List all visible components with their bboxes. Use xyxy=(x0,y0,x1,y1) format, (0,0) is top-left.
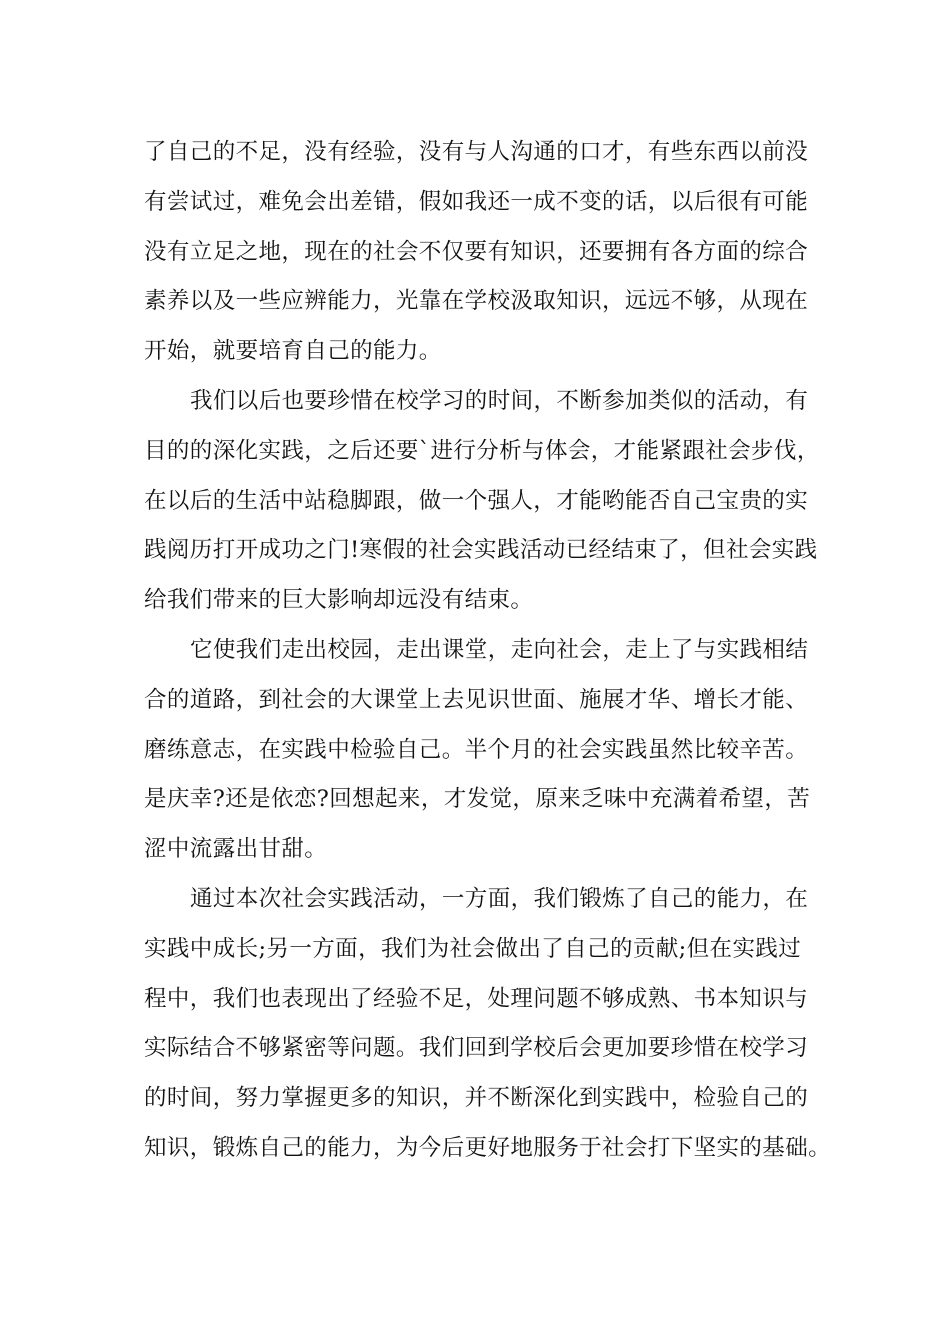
paragraph-line: 了自己的不足，没有经验，没有与人沟通的口才，有些东西以前没 xyxy=(144,139,809,165)
paragraph-line: 没有立足之地，现在的社会不仅要有知识，还要拥有各方面的综合 xyxy=(144,238,809,265)
paragraph-line: 目的的深化实践，之后还要`进行分析与体会，才能紧跟社会步伐， xyxy=(144,437,820,464)
paragraph-line: 通过本次社会实践活动，一方面，我们锻炼了自己的能力，在 xyxy=(190,885,809,912)
paragraph-line: 涩中流露出甘甜。 xyxy=(144,836,328,863)
paragraph-line: 合的道路，到社会的大课堂上去见识世面、施展才华、增长才能、 xyxy=(144,686,809,713)
paragraph-line: 是庆幸?还是依恋?回想起来，才发觉，原来乏味中充满着希望，苦 xyxy=(144,786,811,813)
paragraph-line: 程中，我们也表现出了经验不足，处理问题不够成熟、书本知识与 xyxy=(144,985,809,1012)
paragraph-line: 它使我们走出校园，走出课堂，走向社会，走上了与实践相结 xyxy=(190,636,809,663)
paragraph-line: 我们以后也要珍惜在校学习的时间，不断参加类似的活动，有 xyxy=(190,387,809,414)
paragraph-line: 知识，锻炼自己的能力，为今后更好地服务于社会打下坚实的基础。 xyxy=(144,1134,832,1161)
paragraph-1 xyxy=(144,128,824,377)
document-body xyxy=(144,128,832,1174)
paragraph-line: 的时间，努力掌握更多的知识，并不断深化到实践中，检验自己的 xyxy=(144,1085,809,1112)
paragraph-line: 有尝试过，难免会出差错，假如我还一成不变的话，以后很有可能 xyxy=(144,188,809,215)
paragraph-3 xyxy=(144,626,824,875)
paragraph-line: 实践中成长;另一方面，我们为社会做出了自己的贡献;但在实践过 xyxy=(144,935,802,962)
paragraph-line: 开始，就要培育自己的能力。 xyxy=(144,338,442,365)
paragraph-line: 实际结合不够紧密等问题。我们回到学校后会更加要珍惜在校学习 xyxy=(144,1035,809,1062)
paragraph-2 xyxy=(144,377,824,626)
paragraph-4 xyxy=(144,875,832,1174)
paragraph-line: 给我们带来的巨大影响却远没有结束。 xyxy=(144,587,534,614)
paragraph-line: 践阅历打开成功之门!寒假的社会实践活动已经结束了，但社会实践 xyxy=(144,537,818,564)
paragraph-line: 素养以及一些应辨能力，光靠在学校汲取知识，远远不够，从现在 xyxy=(144,288,809,315)
paragraph-line: 磨练意志，在实践中检验自己。半个月的社会实践虽然比较辛苦。 xyxy=(144,736,809,763)
paragraph-line: 在以后的生活中站稳脚跟，做一个强人，才能哟能否自己宝贵的实 xyxy=(144,487,809,514)
